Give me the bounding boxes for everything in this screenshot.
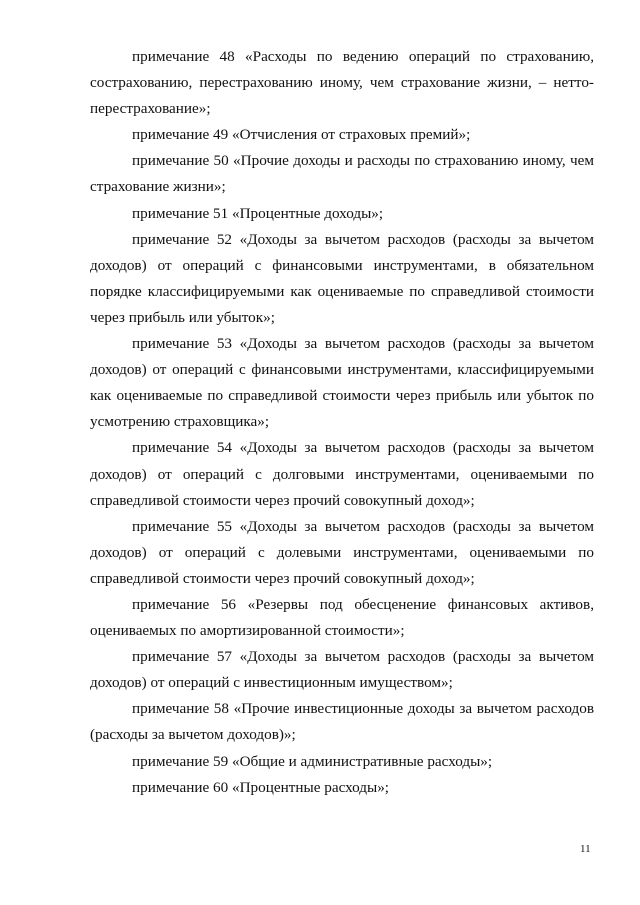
note-48-paragraph: примечание 48 «Расходы по ведению операций по страхованию, сострахованию, перестрахованию иному, чем страхование жизни, – нетто-перестрахование»; <box>90 48 594 118</box>
page-number: 11 <box>580 843 591 855</box>
note-49-paragraph: примечание 49 «Отчисления от страховых премий»; <box>132 126 471 144</box>
page-body <box>90 44 594 801</box>
note-60-paragraph: примечание 60 «Процентные расходы»; <box>132 778 390 796</box>
note-52-paragraph: примечание 52 «Доходы за вычетом расходов (расходы за вычетом доходов) от операций с финансовыми инструментами, в обязательном порядке классифицируемыми как оцениваемые по справедливой стоимости через прибыль или убыток»; <box>90 230 594 326</box>
note-53-paragraph: примечание 53 «Доходы за вычетом расходов (расходы за вычетом доходов) от операций с финансовыми инструментами, классифицируемыми как оцениваемые по справедливой стоимости через прибыль или убыток по усмотрению страховщика»; <box>90 335 594 431</box>
note-54-paragraph: примечание 54 «Доходы за вычетом расходов (расходы за вычетом доходов) от операций с долговыми инструментами, оцениваемыми по справедливой стоимости через прочий совокупный доход»; <box>90 439 594 509</box>
note-57-paragraph: примечание 57 «Доходы за вычетом расходов (расходы за вычетом доходов) от операций с инвестиционным имуществом»; <box>90 648 594 692</box>
note-55-paragraph: примечание 55 «Доходы за вычетом расходов (расходы за вычетом доходов) от операций с долевыми инструментами, оцениваемыми по справедливой стоимости через прочий совокупный доход»; <box>90 517 594 587</box>
note-59-paragraph: примечание 59 «Общие и административные расходы»; <box>132 752 493 770</box>
note-50-paragraph: примечание 50 «Прочие доходы и расходы по страхованию иному, чем страхование жизни»; <box>90 152 594 196</box>
note-56-paragraph: примечание 56 «Резервы под обесценение финансовых активов, оцениваемых по амортизированной стоимости»; <box>90 595 594 640</box>
note-51-paragraph: примечание 51 «Процентные доходы»; <box>132 204 384 222</box>
note-58-paragraph: примечание 58 «Прочие инвестиционные доходы за вычетом расходов (расходы за вычетом доходов)»; <box>90 700 594 744</box>
